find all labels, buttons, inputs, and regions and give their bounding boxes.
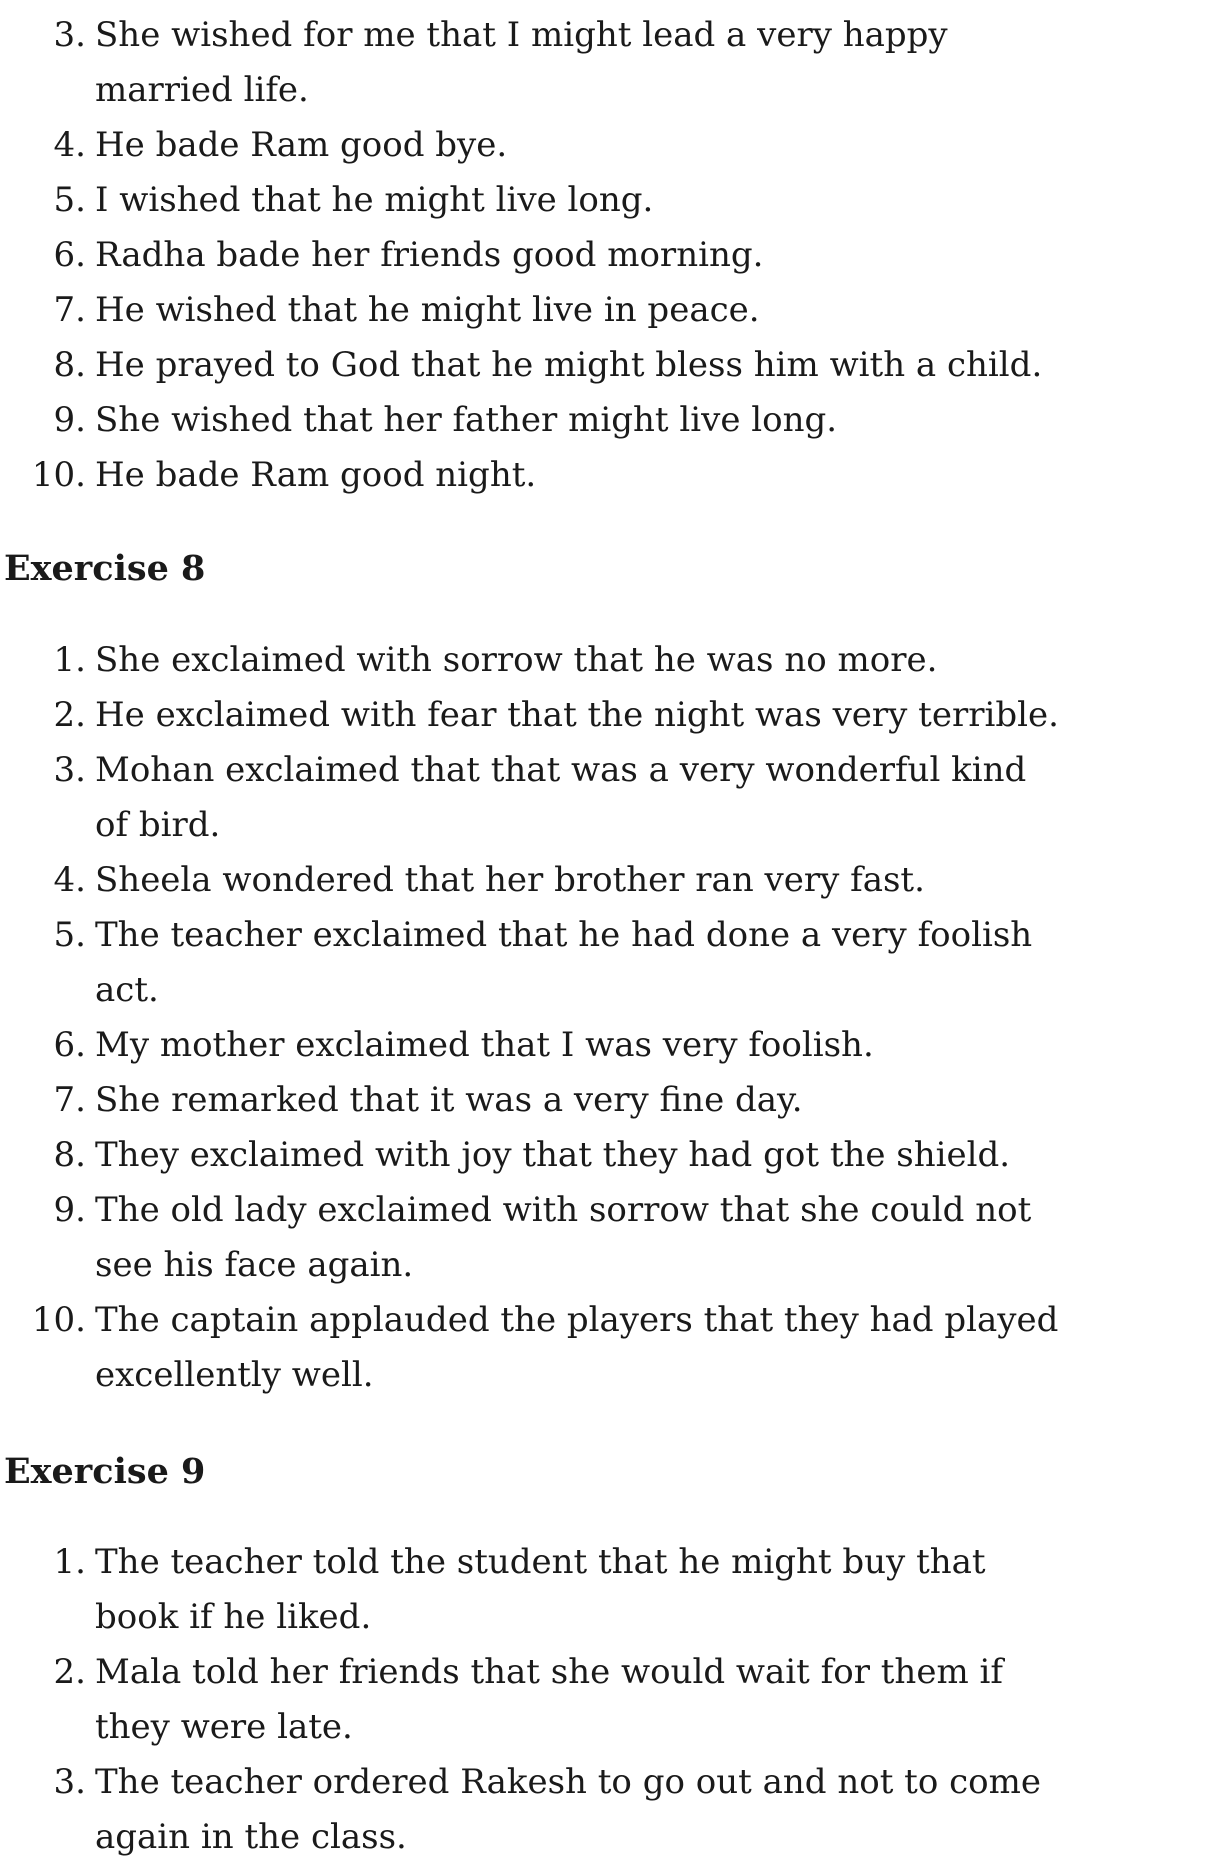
item-number: 4. [53, 125, 86, 165]
item-text: I wished that he might live long. [95, 180, 654, 220]
item-text: He bade Ram good bye. [95, 125, 508, 165]
list-item [0, 1183, 1217, 1293]
item-number: 6. [53, 235, 86, 275]
list-item [0, 1018, 1217, 1073]
list-item [0, 1755, 1217, 1865]
item-number: 7. [53, 290, 86, 330]
item-number: 5. [53, 180, 86, 220]
item-number: 5. [53, 915, 86, 955]
item-number: 2. [53, 695, 86, 735]
item-number: 10. [31, 1300, 86, 1340]
item-number: 4. [53, 860, 86, 900]
item-number: 9. [53, 1190, 86, 1230]
item-number: 2. [53, 1652, 86, 1692]
item-text: She exclaimed with sorrow that he was no more. [95, 640, 938, 680]
list-item [0, 1128, 1217, 1183]
item-text: The teacher told the student that he might buy that book if he liked. [95, 1542, 986, 1637]
item-number: 8. [53, 1135, 86, 1175]
item-text: The teacher ordered Rakesh to go out and not to come again in the class. [95, 1762, 1041, 1857]
item-text: She remarked that it was a very fine day. [95, 1080, 803, 1120]
list-item [0, 688, 1217, 743]
answer-list [0, 1535, 1217, 1865]
item-text: He wished that he might live in peace. [95, 290, 760, 330]
item-text: The teacher exclaimed that he had done a very foolish act. [95, 915, 1033, 1010]
item-number: 3. [53, 750, 86, 790]
item-number: 7. [53, 1080, 86, 1120]
list-item [0, 228, 1217, 283]
item-text: Radha bade her friends good morning. [95, 235, 764, 275]
answer-list [0, 633, 1217, 1403]
list-item [0, 743, 1217, 853]
item-text: Mala told her friends that she would wait for them if they were late. [95, 1652, 1003, 1747]
list-item [0, 283, 1217, 338]
item-text: She wished for me that I might lead a very happy married life. [95, 15, 948, 110]
list-item [0, 448, 1217, 503]
section-heading: Exercise 8 [4, 548, 206, 589]
list-item [0, 173, 1217, 228]
item-number: 3. [53, 1762, 86, 1802]
item-text: Sheela wondered that her brother ran very fast. [95, 860, 925, 900]
list-item [0, 1535, 1217, 1645]
item-text: Mohan exclaimed that that was a very wonderful kind of bird. [95, 750, 1027, 845]
item-text: The old lady exclaimed with sorrow that she could not see his face again. [95, 1190, 1032, 1285]
item-text: The captain applauded the players that they had played excellently well. [95, 1300, 1059, 1395]
item-number: 9. [53, 400, 86, 440]
list-item [0, 853, 1217, 908]
item-number: 1. [53, 1542, 86, 1582]
list-item [0, 8, 1217, 118]
item-text: They exclaimed with joy that they had got the shield. [95, 1135, 1011, 1175]
list-item [0, 633, 1217, 688]
item-text: He prayed to God that he might bless him with a child. [95, 345, 1043, 385]
item-number: 6. [53, 1025, 86, 1065]
list-item [0, 1293, 1217, 1403]
item-number: 8. [53, 345, 86, 385]
item-number: 10. [31, 455, 86, 495]
list-item [0, 393, 1217, 448]
section-heading: Exercise 9 [4, 1451, 206, 1492]
item-number: 3. [53, 15, 86, 55]
list-item [0, 338, 1217, 393]
answer-list [0, 8, 1217, 503]
item-number: 1. [53, 640, 86, 680]
list-item [0, 1073, 1217, 1128]
list-item [0, 118, 1217, 173]
item-text: He bade Ram good night. [95, 455, 537, 495]
list-item [0, 908, 1217, 1018]
item-text: He exclaimed with fear that the night was very terrible. [95, 695, 1059, 735]
list-item [0, 1645, 1217, 1755]
item-text: She wished that her father might live long. [95, 400, 838, 440]
item-text: My mother exclaimed that I was very foolish. [95, 1025, 874, 1065]
